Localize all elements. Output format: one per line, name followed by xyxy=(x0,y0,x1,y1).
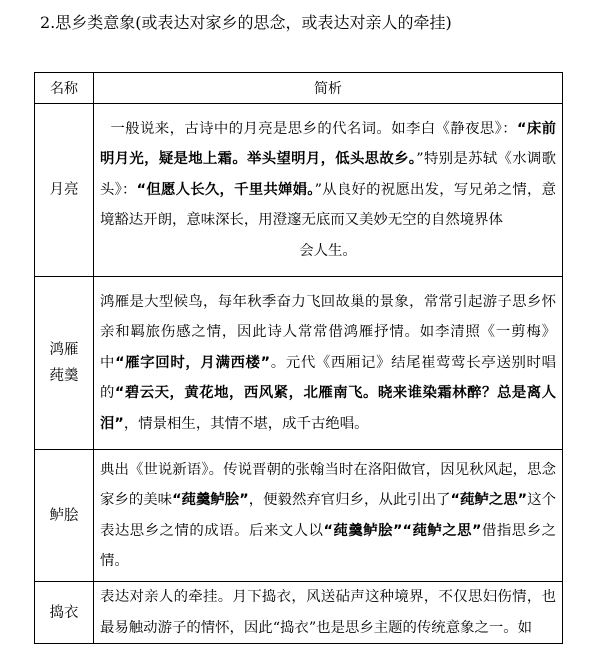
table-row-goose xyxy=(35,277,563,450)
section-heading: 2.思乡类意象(或表达对家乡的思念，或表达对亲人的牵挂) xyxy=(40,13,452,32)
desc-quote: “莼羹鲈脍” xyxy=(323,522,403,539)
desc-text: 借指思乡之情。 xyxy=(100,522,556,569)
row-name-moon: 月亮 xyxy=(35,104,94,277)
desc-quote: “雁字回时，月满西楼” xyxy=(115,354,271,371)
desc-quote: “床前明月光，疑是地上霜。举头望明月，低头思故乡。 xyxy=(100,120,556,168)
name-line-1: 鸿雁 xyxy=(49,342,79,358)
desc-text: 鸿雁是大型候鸟，每年秋季奋力飞回故巢的景象，常常引起游子思乡怀亲和羁旅伤感之情，因此诗人常常借鸿雁抒情。如李清照《一剪梅》中 xyxy=(100,293,556,371)
desc-text: ”特别是苏轼《水调歌头》： xyxy=(100,151,556,198)
desc-text: 表达对亲人的牵挂。月下捣衣，风送砧声这种境界，不仅思妇伤情，也最易触动游子的情怀，因此“捣衣”也是思乡主题的传统意象之一。如 xyxy=(100,589,556,636)
column-header-name: 名称 xyxy=(35,73,94,104)
row-desc-pounding xyxy=(94,582,563,644)
table-row-pounding xyxy=(35,582,563,644)
desc-text: ，情景相生，其情不堪，成千古绝唱。 xyxy=(123,415,369,432)
desc-text-last-line: 会人生。 xyxy=(299,242,357,259)
table-header-row xyxy=(35,73,563,104)
desc-quote: “但愿人长久，千里共婵娟。 xyxy=(136,181,315,198)
desc-text: 这个表达思乡之情的成语。后来文人以 xyxy=(100,492,556,539)
row-name-perch: 鲈脍 xyxy=(35,450,94,582)
desc-quote: “碧云天，黄花地，西风紧，北雁南飞。晓来谁染霜林醉？总是离人泪” xyxy=(100,385,556,432)
row-name-pounding: 捣衣 xyxy=(35,582,94,644)
row-name-goose xyxy=(35,277,94,450)
desc-text: 一般说来，古诗中的月亮是思乡的代名词。如李白《静夜思》： xyxy=(110,120,517,137)
desc-text: 典出《世说新语》。传说晋朝的张翰当时在洛阳做官，因见秋风起，思念家乡的美味 xyxy=(100,461,556,508)
row-desc-perch xyxy=(94,450,563,582)
desc-text: 。元代《西厢记》结尾崔莺莺长亭送别时唱的 xyxy=(100,354,556,402)
row-desc-moon xyxy=(94,104,563,277)
desc-quote: “莼鲈之思” xyxy=(402,522,482,539)
imagery-table xyxy=(34,72,563,644)
desc-quote: “莼鲈之思” xyxy=(450,492,528,508)
column-header-analysis: 简析 xyxy=(94,73,563,104)
row-desc-goose xyxy=(94,277,563,450)
table-row-perch xyxy=(35,450,563,582)
desc-text: ”从良好的祝愿出发，写兄弟之情，意境豁达开朗，意味深长，用澄邃无底而又美妙无空的自然境界体 xyxy=(100,181,556,229)
desc-quote: “莼羹鲈脍” xyxy=(172,492,249,508)
desc-text: ，便毅然弃官归乡，从此引出了 xyxy=(248,492,451,508)
table-row-moon xyxy=(35,104,563,277)
name-line-2: 莼羹 xyxy=(49,368,79,384)
